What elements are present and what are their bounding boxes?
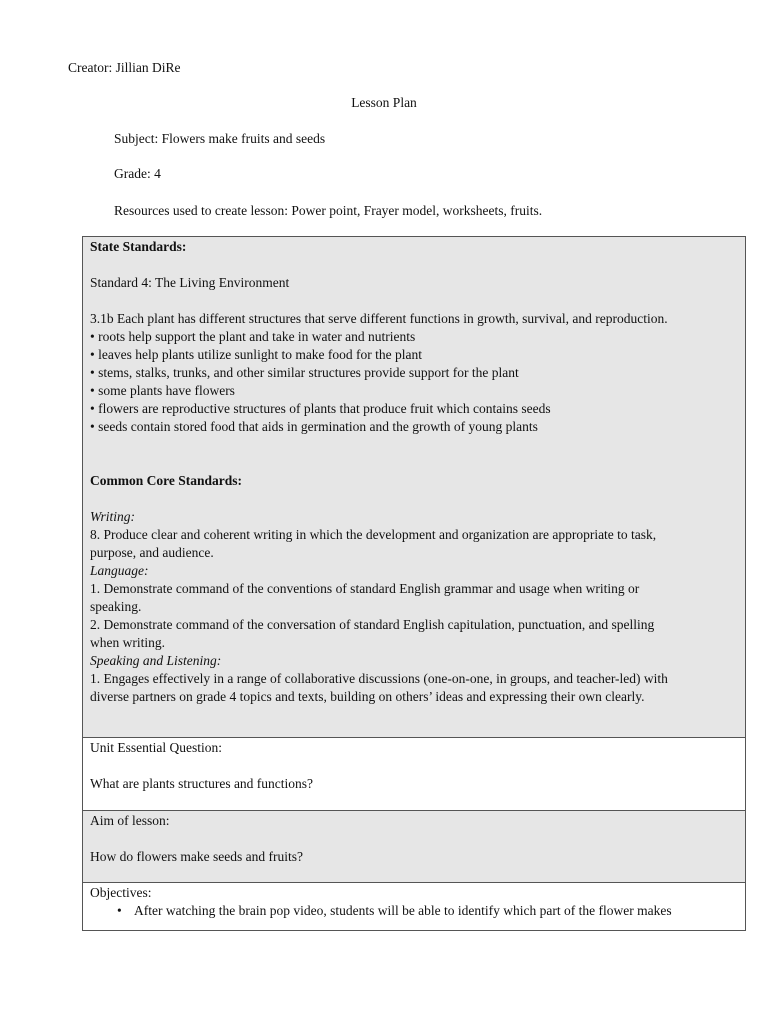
essential-question-label: Unit Essential Question: bbox=[90, 740, 222, 755]
standard-bullet: • roots help support the plant and take in water and nutrients bbox=[90, 329, 416, 344]
creator-line: Creator: Jillian DiRe bbox=[68, 60, 181, 75]
common-core-heading: Common Core Standards: bbox=[90, 473, 243, 488]
writing-label: Writing: bbox=[90, 509, 136, 524]
aim-cell bbox=[83, 810, 745, 882]
language-line: 2. Demonstrate command of the conversation of standard English capitulation, punctuation, and spelling bbox=[90, 617, 655, 632]
standard-bullet: • seeds contain stored food that aids in germination and the growth of young plants bbox=[90, 419, 538, 434]
document-title: Lesson Plan bbox=[351, 95, 417, 110]
essential-question-text: What are plants structures and functions? bbox=[90, 776, 314, 791]
objective-item: • After watching the brain pop video, students will be able to identify which part of the flower makes bbox=[134, 902, 738, 920]
writing-line: purpose, and audience. bbox=[90, 545, 214, 560]
speaking-listening-label: Speaking and Listening: bbox=[90, 653, 222, 668]
language-line: speaking. bbox=[90, 599, 142, 614]
standard-bullet: • some plants have flowers bbox=[90, 383, 235, 398]
essential-question-cell bbox=[83, 737, 745, 810]
speaking-line: 1. Engages effectively in a range of collaborative discussions (one-on-one, in groups, and teacher-led) with bbox=[90, 671, 668, 686]
objectives-list bbox=[90, 902, 738, 920]
standard-intro: 3.1b Each plant has different structures that serve different functions in growth, survival, and reproduction. bbox=[90, 311, 668, 326]
standards-cell bbox=[83, 237, 745, 737]
objectives-cell bbox=[83, 882, 745, 930]
aim-text: How do flowers make seeds and fruits? bbox=[90, 849, 303, 864]
aim-label: Aim of lesson: bbox=[90, 813, 170, 828]
resources-line: Resources used to create lesson: Power point, Frayer model, worksheets, fruits. bbox=[114, 203, 543, 218]
objectives-label: Objectives: bbox=[90, 885, 152, 900]
language-line: 1. Demonstrate command of the conventions of standard English grammar and usage when writing or bbox=[90, 581, 640, 596]
state-standards-heading: State Standards: bbox=[90, 239, 187, 254]
standard-bullet: • leaves help plants utilize sunlight to make food for the plant bbox=[90, 347, 423, 362]
standard-bullet: • stems, stalks, trunks, and other similar structures provide support for the plant bbox=[90, 365, 519, 380]
lesson-plan-table bbox=[82, 236, 746, 931]
subject-line: Subject: Flowers make fruits and seeds bbox=[114, 131, 326, 146]
standard-title: Standard 4: The Living Environment bbox=[90, 275, 290, 290]
standard-bullet: • flowers are reproductive structures of plants that produce fruit which contains seeds bbox=[90, 401, 551, 416]
speaking-line: diverse partners on grade 4 topics and texts, building on others’ ideas and expressing their own clearly. bbox=[90, 689, 645, 704]
grade-line: Grade: 4 bbox=[114, 166, 161, 181]
writing-line: 8. Produce clear and coherent writing in which the development and organization are appropriate to task, bbox=[90, 527, 657, 542]
language-line: when writing. bbox=[90, 635, 165, 650]
language-label: Language: bbox=[90, 563, 149, 578]
